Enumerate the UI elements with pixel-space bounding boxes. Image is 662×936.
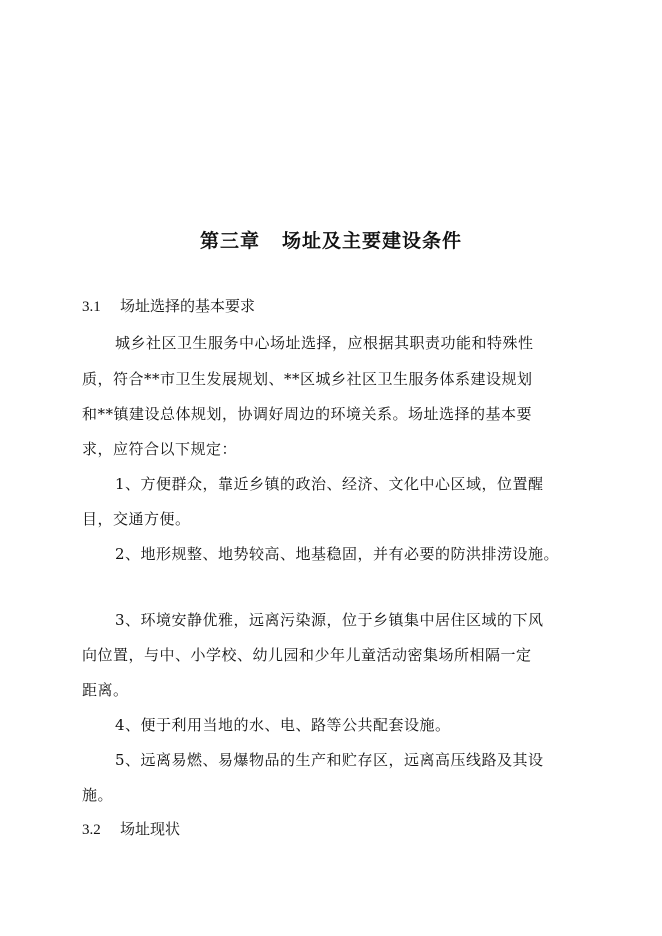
paragraph-line: 和**镇建设总体规划，协调好周边的环境关系。场址选择的基本要 [82,405,533,423]
paragraph-line: 城乡社区卫生服务中心场址选择，应根据其职责功能和特殊性 [115,334,534,352]
list-item-1: 1、方便群众，靠近乡镇的政治、经济、文化中心区域，位置醒 [115,475,544,493]
chapter-number: 第三章 [199,230,260,252]
section-heading-3-1 [82,296,255,317]
list-item-1-cont: 目，交通方便。 [82,510,191,528]
list-item-5: 5、远离易燃、易爆物品的生产和贮存区，远离高压线路及其设 [115,751,544,769]
section-title: 场址选择的基本要求 [120,297,256,315]
paragraph-line: 求，应符合以下规定： [82,440,238,458]
paragraph-line: 质，符合**市卫生发展规划、**区城乡社区卫生服务体系建设规划 [82,370,533,388]
section-number: 3.1 [82,299,101,315]
list-item-3-cont: 向位置，与中、小学校、幼儿园和少年儿童活动密集场所相隔一定 [82,646,532,664]
list-item-5-cont: 施。 [82,786,114,804]
list-item-3: 3、环境安静优雅，远离污染源，位于乡镇集中居住区域的下风 [115,611,544,629]
chapter-name: 场址及主要建设条件 [282,230,463,252]
list-item-4: 4、便于利用当地的水、电、路等公共配套设施。 [115,716,451,734]
chapter-title [0,226,662,253]
section-heading-3-2 [82,819,180,840]
section-number: 3.2 [82,822,101,838]
section-title: 场址现状 [120,820,181,838]
list-item-3-cont: 距离。 [82,681,129,699]
list-item-2: 2、地形规整、地势较高、地基稳固，并有必要的防洪排涝设施。 [115,545,560,563]
